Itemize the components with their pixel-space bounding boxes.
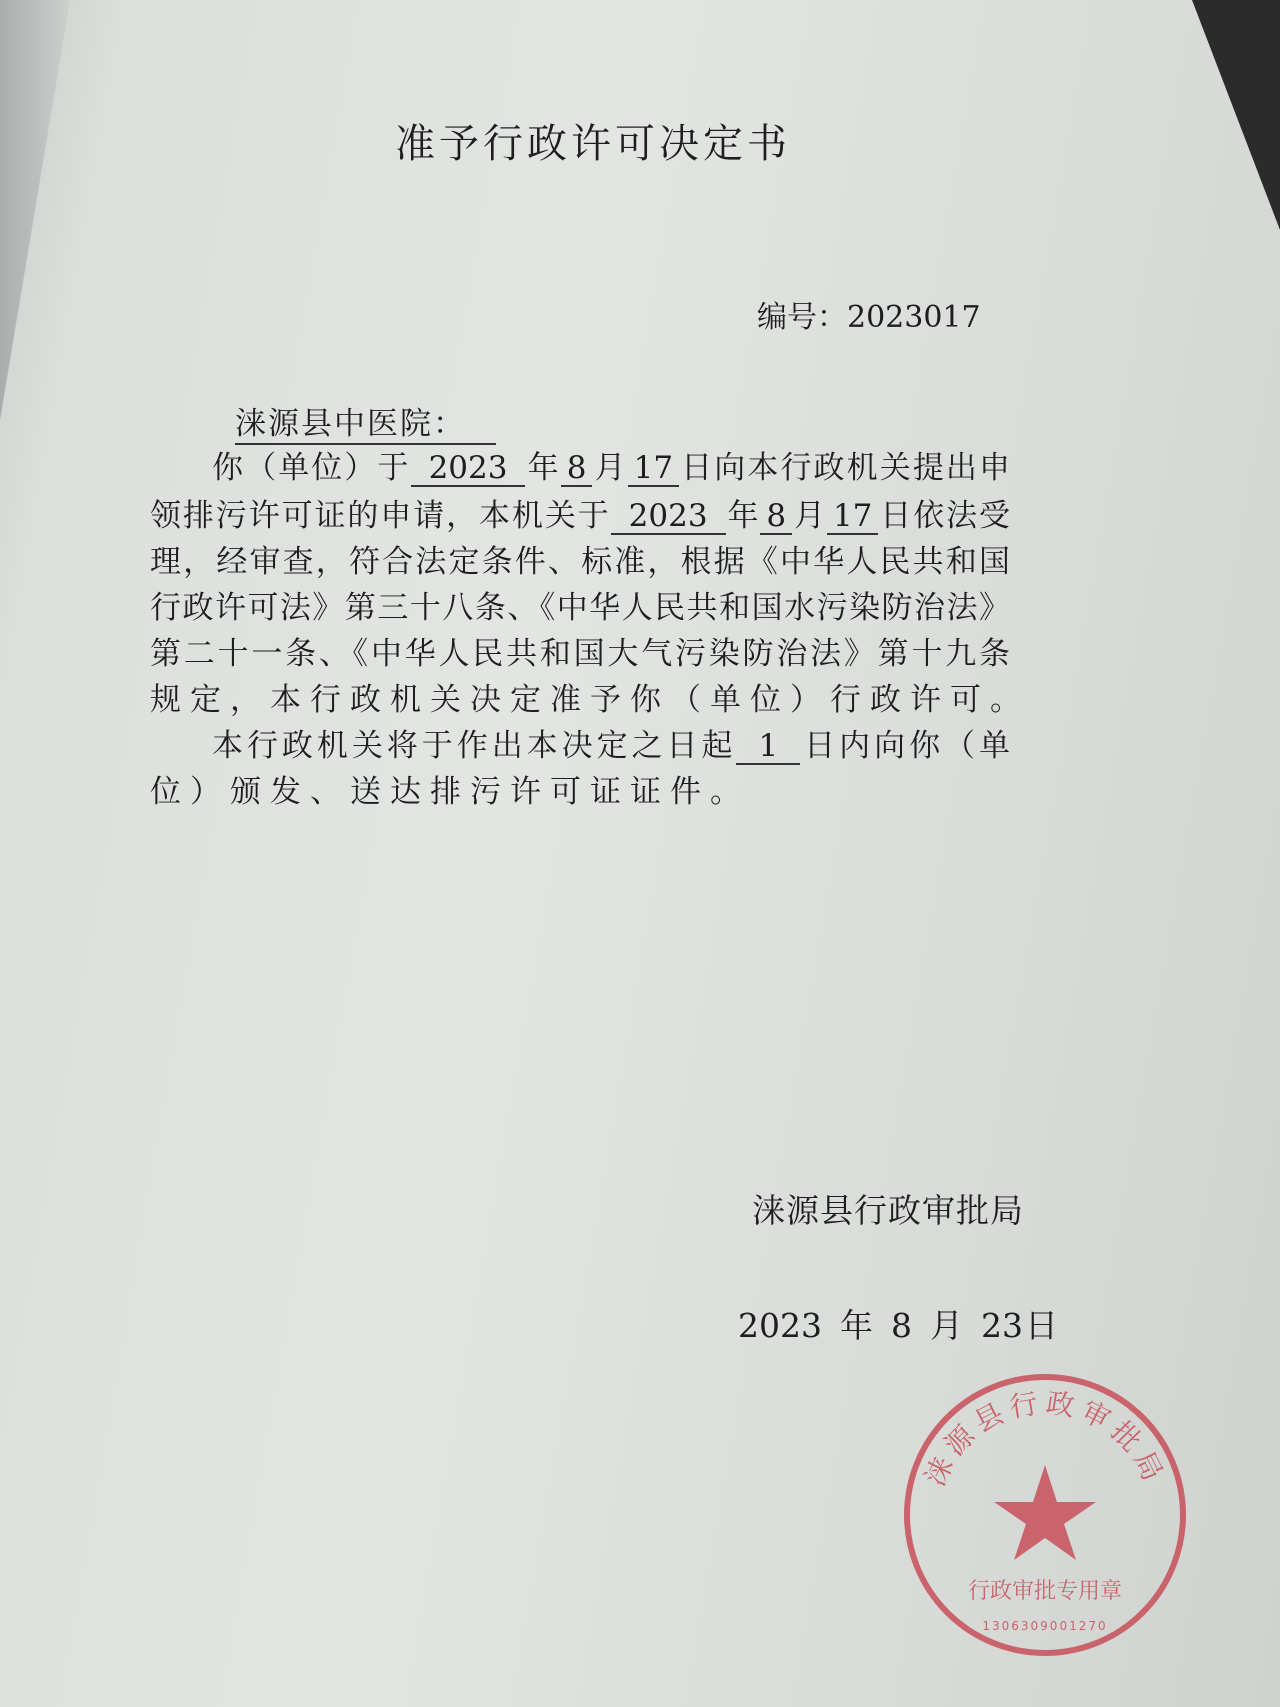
field-month: 8	[760, 499, 792, 535]
issue-date	[738, 1300, 1076, 1347]
official-seal	[900, 1370, 1190, 1660]
text: 日向本行政机关提出申	[679, 450, 1011, 486]
field-day: 17	[628, 451, 679, 487]
addressee: 涞源县中医院：	[235, 398, 496, 445]
document-title: 准予行政许可决定书	[395, 121, 791, 167]
text: 本行政机关将于作出本决定之日起	[212, 728, 737, 764]
seal-top-text: 涞源县行政审批局	[918, 1385, 1172, 1492]
text: 日内向你（单	[800, 728, 1011, 764]
text: 你（单位）于	[212, 450, 411, 486]
text: 月	[929, 1306, 963, 1345]
seal-code: 1306309001270	[982, 1619, 1108, 1633]
text: 月	[592, 450, 628, 486]
body-line: 第二十一条、《中华人民共和国大气污染防治法》第十九条	[150, 636, 1010, 672]
text: 年	[839, 1306, 873, 1345]
body-line: 位）颁发、送达排污许可证证件。	[150, 774, 750, 810]
field-year: 2023	[411, 451, 526, 487]
underlying-sheet-edge	[0, 0, 70, 420]
background-corner	[1170, 0, 1280, 230]
body-line: 行政许可法》第三十八条、《中华人民共和国水污染防治法》	[150, 590, 1010, 626]
text: 年	[725, 498, 761, 534]
body-line	[150, 724, 1010, 768]
date-year: 2023	[738, 1306, 822, 1345]
issuing-authority: 涞源县行政审批局	[752, 1191, 1024, 1230]
text: 月	[792, 498, 827, 534]
body-line	[150, 446, 1010, 490]
body-line	[150, 494, 1010, 538]
field-day: 17	[827, 499, 878, 535]
date-month: 8	[890, 1306, 912, 1345]
text: 年	[525, 450, 561, 486]
text: 日	[1024, 1306, 1058, 1345]
date-day: 23	[980, 1306, 1023, 1345]
body-line: 规定，本行政机关决定准予你（单位）行政许可。	[150, 682, 1030, 718]
star-icon	[994, 1465, 1096, 1560]
body-line: 理，经审查，符合法定条件、标准，根据《中华人民共和国	[150, 544, 1010, 580]
document-number: 编号：2023017	[757, 300, 981, 335]
field-days: 1	[736, 729, 800, 765]
field-month: 8	[561, 451, 593, 487]
seal-bottom-text: 行政审批专用章	[967, 1579, 1123, 1604]
field-year: 2023	[611, 499, 726, 535]
text: 日依法受	[878, 498, 1011, 534]
text: 领排污许可证的申请，本机关于	[150, 498, 611, 534]
